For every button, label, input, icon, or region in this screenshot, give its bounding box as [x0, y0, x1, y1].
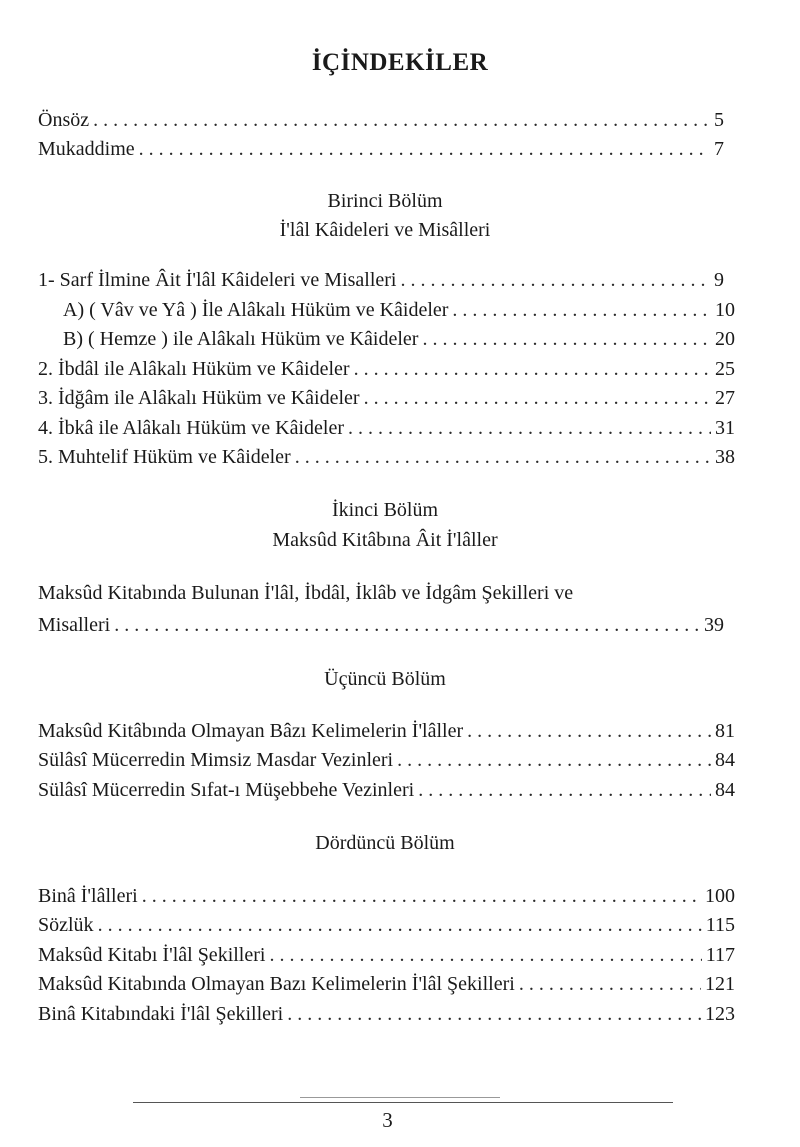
- toc-entry-page: 115: [705, 914, 735, 936]
- toc-entry-label: 3. İdğâm ile Alâkalı Hüküm ve Kâideler: [38, 387, 360, 409]
- toc-entry[interactable]: [38, 266, 724, 294]
- toc-entry-page: 7: [714, 138, 724, 160]
- toc-entry-page: 27: [715, 387, 735, 409]
- toc-entry-page: 38: [715, 446, 735, 468]
- toc-entry-page: 39: [704, 614, 724, 636]
- toc-entry-label: Maksûd Kitabı İ'lâl Şekilleri: [38, 944, 266, 966]
- toc-entry-page: 84: [715, 749, 735, 771]
- toc-entry[interactable]: [38, 355, 735, 383]
- part1-subheading: İ'lâl Kâideleri ve Misâlleri: [279, 219, 491, 241]
- dot-leader: [422, 325, 711, 353]
- toc-entry-label-line1: Maksûd Kitabında Bulunan İ'lâl, İbdâl, İklâb ve İdgâm Şekilleri ve: [38, 582, 574, 604]
- toc-entry[interactable]: [38, 443, 735, 471]
- dot-leader: [418, 776, 711, 804]
- dot-leader: [287, 1000, 701, 1028]
- part2-subheading: Maksûd Kitâbına Âit İ'lâller: [272, 529, 498, 551]
- toc-entry[interactable]: [38, 911, 735, 939]
- toc-entry-page: 25: [715, 358, 735, 380]
- toc-entry-page: 31: [715, 417, 735, 439]
- dot-leader: [467, 717, 711, 745]
- footer-divider-short: [300, 1097, 500, 1098]
- dot-leader: [142, 882, 701, 910]
- part3-heading: Üçüncü Bölüm: [324, 668, 446, 690]
- toc-entry-label: Önsöz: [38, 109, 90, 131]
- toc-entry[interactable]: [63, 325, 735, 353]
- toc-entry-label: Maksûd Kitabında Olmayan Bazı Kelimelerin İ'lâl Şekilleri: [38, 973, 515, 995]
- toc-entry-label: Sülâsî Mücerredin Sıfat-ı Müşebbehe Vezinleri: [38, 779, 415, 801]
- toc-entry-mukaddime[interactable]: [38, 135, 724, 163]
- dot-leader: [401, 266, 711, 294]
- toc-entry-label: Mukaddime: [38, 138, 135, 160]
- toc-entry-page: 9: [714, 269, 724, 291]
- toc-entry-page: 81: [715, 720, 735, 742]
- toc-entry-page: 10: [715, 299, 735, 321]
- toc-entry[interactable]: [38, 746, 735, 774]
- toc-entry[interactable]: [38, 414, 735, 442]
- toc-entry[interactable]: [38, 384, 735, 412]
- dot-leader: [269, 941, 701, 969]
- toc-entry[interactable]: [38, 882, 735, 910]
- page-title: İÇİNDEKİLER: [311, 49, 489, 76]
- toc-entry[interactable]: [38, 970, 735, 998]
- footer-divider: [133, 1102, 673, 1103]
- toc-entry-label: Binâ İ'lâlleri: [38, 885, 138, 907]
- toc-entry-label: 5. Muhtelif Hüküm ve Kâideler: [38, 446, 291, 468]
- toc-entry[interactable]: [38, 717, 735, 745]
- toc-entry-page: 84: [715, 779, 735, 801]
- part2-heading: İkinci Bölüm: [331, 499, 439, 521]
- toc-entry-label: Maksûd Kitâbında Olmayan Bâzı Kelimelerin İ'lâller: [38, 720, 464, 742]
- page-number: 3: [382, 1108, 393, 1132]
- toc-entry-label: 1- Sarf İlmine Âit İ'lâl Kâideleri ve Misalleri: [38, 269, 397, 291]
- part1-heading: Birinci Bölüm: [327, 190, 443, 212]
- toc-entry-label: 2. İbdâl ile Alâkalı Hüküm ve Kâideler: [38, 358, 350, 380]
- toc-entry[interactable]: [63, 296, 735, 324]
- toc-entry-onsoz[interactable]: [38, 106, 724, 134]
- toc-entry-page: 117: [705, 944, 735, 966]
- toc-entry[interactable]: [38, 776, 735, 804]
- dot-leader: [348, 414, 711, 442]
- dot-leader: [354, 355, 711, 383]
- toc-entry[interactable]: [38, 1000, 735, 1028]
- toc-entry-label: Misalleri: [38, 614, 111, 636]
- dot-leader: [114, 611, 700, 639]
- dot-leader: [98, 911, 702, 939]
- toc-entry-label: Binâ Kitabındaki İ'lâl Şekilleri: [38, 1003, 284, 1025]
- toc-entry-page: 123: [705, 1003, 735, 1025]
- toc-entry-page: 121: [705, 973, 735, 995]
- dot-leader: [452, 296, 711, 324]
- toc-entry-label: Sözlük: [38, 914, 94, 936]
- toc-entry-page: 100: [705, 885, 735, 907]
- toc-entry[interactable]: [38, 611, 724, 639]
- toc-entry-label: Sülâsî Mücerredin Mimsiz Masdar Vezinleri: [38, 749, 394, 771]
- dot-leader: [295, 443, 711, 471]
- part4-heading: Dördüncü Bölüm: [315, 832, 455, 854]
- dot-leader: [93, 106, 710, 134]
- toc-entry-label: B) ( Hemze ) ile Alâkalı Hüküm ve Kâideler: [63, 328, 419, 350]
- toc-entry-page: 20: [715, 328, 735, 350]
- toc-entry-label: A) ( Vâv ve Yâ ) İle Alâkalı Hüküm ve Kâideler: [63, 299, 449, 321]
- toc-entry-label: 4. İbkâ ile Alâkalı Hüküm ve Kâideler: [38, 417, 345, 439]
- dot-leader: [519, 970, 701, 998]
- dot-leader: [397, 746, 711, 774]
- dot-leader: [139, 135, 710, 163]
- toc-entry[interactable]: [38, 941, 735, 969]
- dot-leader: [364, 384, 711, 412]
- toc-entry-page: 5: [714, 109, 724, 131]
